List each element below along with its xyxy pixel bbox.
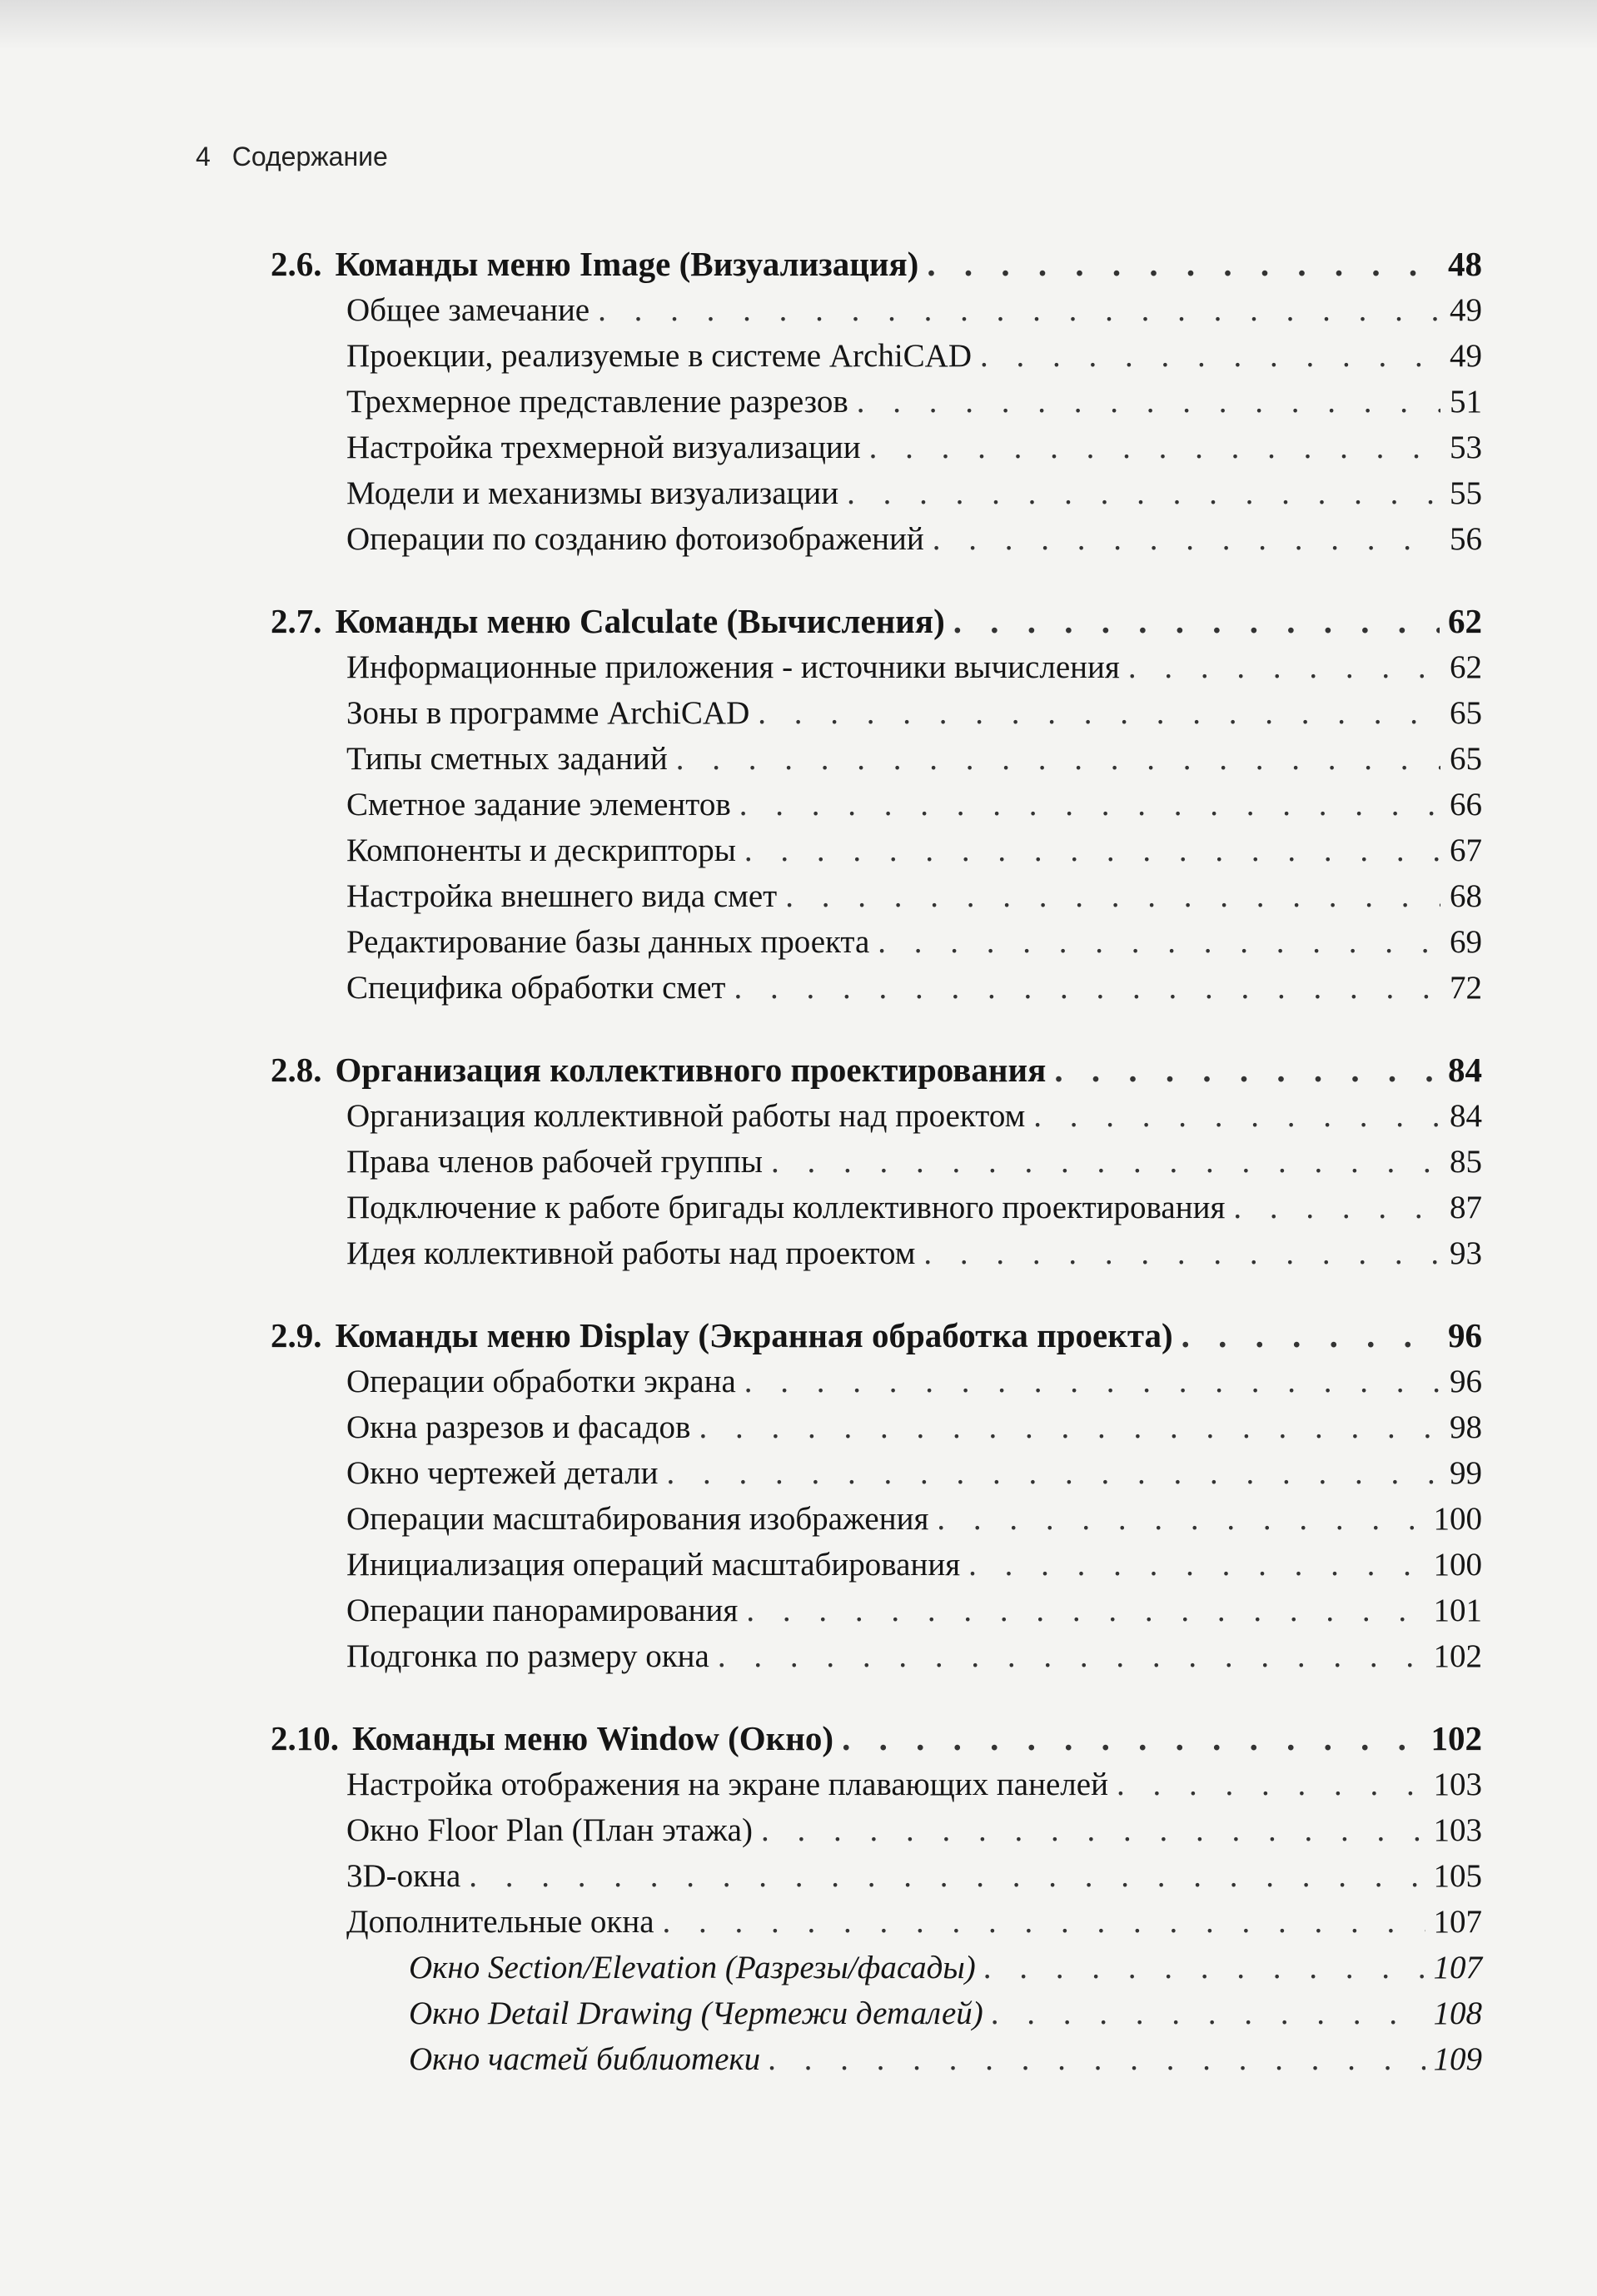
leader-dots [927,241,1440,287]
entry-page: 51 [1450,384,1482,420]
entry-label: Общее замечание [346,292,590,328]
entry-label: Редактирование базы данных проекта [346,924,870,960]
toc-entry[interactable] [271,1496,1482,1542]
entry-label: Права членов рабочей группы [346,1144,763,1180]
leader-dots [663,1899,1425,1945]
section-number: 2.10. [271,1719,339,1757]
toc-entry[interactable] [271,873,1482,919]
entry-page: 105 [1433,1858,1482,1894]
toc-entry[interactable] [271,965,1482,1011]
entry-label: Типы сметных заданий [346,741,668,777]
entry-page: 100 [1433,1501,1482,1537]
entry-page: 66 [1450,787,1482,822]
entry-label: 3D-окна [346,1858,461,1894]
toc-entry[interactable] [271,1762,1482,1807]
leader-dots [923,1230,1440,1276]
toc-entry[interactable] [271,1853,1482,1899]
subentry-page: 108 [1433,1995,1482,2031]
entry-page: 72 [1450,970,1482,1006]
leader-dots [739,782,1440,827]
leader-dots [758,690,1440,736]
section-page: 96 [1448,1316,1482,1354]
leader-dots [869,425,1440,470]
toc-entry[interactable] [271,1230,1482,1276]
toc-section-2-10 [271,1716,1482,2082]
entry-page: 53 [1450,430,1482,465]
entry-page: 49 [1450,338,1482,374]
leader-dots [980,333,1440,379]
entry-page: 93 [1450,1235,1482,1271]
entry-page: 103 [1433,1767,1482,1802]
section-title: Команды меню Window (Окно) [352,1719,834,1757]
toc-heading[interactable] [271,1047,1482,1093]
toc-entry[interactable] [271,1450,1482,1496]
toc-entry[interactable] [271,425,1482,470]
entry-label: Операции панорамирования [346,1593,739,1628]
leader-dots [769,2036,1425,2082]
toc-entry[interactable] [271,736,1482,782]
entry-page: 56 [1450,521,1482,557]
toc-entry[interactable] [271,827,1482,873]
entry-page: 62 [1450,649,1482,685]
section-page: 84 [1448,1051,1482,1089]
section-page: 102 [1430,1719,1482,1757]
entry-page: 98 [1450,1409,1482,1445]
section-title: Организация коллективного проектирования [335,1051,1047,1089]
entry-label: Подгонка по размеру окна [346,1638,709,1674]
entry-label: Дополнительные окна [346,1904,654,1940]
leader-dots [1033,1093,1440,1139]
toc-subentry[interactable] [271,1990,1482,2036]
toc-heading[interactable] [271,241,1482,287]
toc-entry[interactable] [271,1185,1482,1230]
leader-dots [744,1359,1440,1404]
leader-dots [699,1404,1440,1450]
entry-label: Трехмерное представление разрезов [346,384,848,420]
entry-page: 67 [1450,832,1482,868]
leader-dots [667,1450,1440,1496]
subentry-page: 109 [1433,2041,1482,2077]
entry-page: 55 [1450,475,1482,511]
section-number: 2.7. [271,602,322,640]
leader-dots [1128,644,1440,690]
leader-dots [1054,1047,1440,1093]
toc-entry[interactable] [271,1093,1482,1139]
toc-subentry[interactable] [271,1945,1482,1990]
subentry-label: Окно Section/Elevation (Разрезы/фасады) [409,1950,976,1985]
toc-entry[interactable] [271,516,1482,562]
entry-label: Сметное задание элементов [346,787,731,822]
toc-section-2-8 [271,1047,1482,1276]
entry-page: 87 [1450,1190,1482,1225]
toc-entry[interactable] [271,1542,1482,1588]
section-title: Команды меню Calculate (Вычисления) [335,602,945,640]
entry-label: Компоненты и дескрипторы [346,832,736,868]
leader-dots [771,1139,1440,1185]
entry-page: 100 [1433,1547,1482,1583]
subentry-page: 107 [1433,1950,1482,1985]
entry-label: Информационные приложения - источники вычисления [346,649,1120,685]
toc-entry[interactable] [271,333,1482,379]
toc-entry[interactable] [271,644,1482,690]
section-number: 2.9. [271,1316,322,1354]
entry-label: Операции масштабирования изображения [346,1501,929,1537]
entry-page: 68 [1450,878,1482,914]
leader-dots [598,287,1440,333]
entry-page: 102 [1433,1638,1482,1674]
entry-page: 84 [1450,1098,1482,1134]
leader-dots [984,1945,1425,1990]
entry-label: Зоны в программе ArchiCAD [346,695,750,731]
entry-label: Окна разрезов и фасадов [346,1409,691,1445]
toc-section-2-9 [271,1313,1482,1679]
leader-dots [878,919,1440,965]
toc-heading[interactable] [271,1716,1482,1762]
toc-section-2-7 [271,599,1482,1011]
leader-dots [992,1990,1425,2036]
leader-dots [937,1496,1425,1542]
toc-entry[interactable] [271,1588,1482,1633]
entry-label: Организация коллективной работы над проектом [346,1098,1026,1134]
entry-page: 49 [1450,292,1482,328]
section-page: 62 [1448,602,1482,640]
leader-dots [1182,1313,1440,1359]
leader-dots [847,470,1440,516]
toc-entry[interactable] [271,1633,1482,1679]
toc-subentry[interactable] [271,2036,1482,2082]
entry-page: 65 [1450,695,1482,731]
leader-dots [1117,1762,1425,1807]
entry-label: Инициализация операций масштабирования [346,1547,961,1583]
leader-dots [785,873,1440,919]
toc-entry[interactable] [271,919,1482,965]
section-title: Команды меню Image (Визуализация) [335,245,919,283]
toc-entry[interactable] [271,1359,1482,1404]
toc-entry[interactable] [271,470,1482,516]
leader-dots [744,827,1440,873]
leader-dots [953,599,1440,644]
leader-dots [761,1807,1425,1853]
leader-dots [968,1542,1425,1588]
scan-shadow [0,0,1597,50]
running-head [196,142,388,172]
entry-label: Окно чертежей детали [346,1455,659,1491]
entry-page: 69 [1450,924,1482,960]
toc-entry[interactable] [271,1899,1482,1945]
toc-entry[interactable] [271,1807,1482,1853]
leader-dots [746,1588,1425,1633]
entry-page: 103 [1433,1812,1482,1848]
entry-label: Идея коллективной работы над проектом [346,1235,916,1271]
toc-section-2-6 [271,241,1482,562]
subentry-label: Окно Detail Drawing (Чертежи деталей) [409,1995,983,2031]
entry-page: 107 [1433,1904,1482,1940]
toc-entry[interactable] [271,1404,1482,1450]
subentry-label: Окно частей библиотеки [409,2041,761,2077]
entry-label: Проекции, реализуемые в системе ArchiCAD [346,338,972,374]
entry-label: Специфика обработки смет [346,970,726,1006]
toc-entry[interactable] [271,782,1482,827]
entry-page: 85 [1450,1144,1482,1180]
entry-page: 65 [1450,741,1482,777]
entry-label: Модели и механизмы визуализации [346,475,839,511]
leader-dots [734,965,1440,1011]
entry-page: 101 [1433,1593,1482,1628]
entry-label: Настройка отображения на экране плавающих панелей [346,1767,1108,1802]
entry-page: 96 [1450,1364,1482,1399]
entry-label: Настройка трехмерной визуализации [346,430,861,465]
entry-page: 99 [1450,1455,1482,1491]
table-of-contents [271,241,1482,2119]
leader-dots [676,736,1440,782]
entry-label: Настройка внешнего вида смет [346,878,778,914]
entry-label: Окно Floor Plan (План этажа) [346,1812,753,1848]
section-title: Команды меню Display (Экранная обработка проекта) [335,1316,1173,1354]
section-number: 2.8. [271,1051,322,1089]
section-number: 2.6. [271,245,322,283]
leader-dots [857,379,1440,425]
section-page: 48 [1448,245,1482,283]
toc-heading[interactable] [271,599,1482,644]
page-number: 4 [196,142,211,171]
leader-dots [1233,1185,1440,1230]
toc-entry[interactable] [271,287,1482,333]
leader-dots [469,1853,1425,1899]
entry-label: Операции по созданию фотоизображений [346,521,924,557]
running-head-title: Содержание [231,142,388,171]
leader-dots [718,1633,1425,1679]
leader-dots [933,516,1440,562]
leader-dots [842,1716,1422,1762]
toc-entry[interactable] [271,690,1482,736]
toc-entry[interactable] [271,1139,1482,1185]
toc-heading[interactable] [271,1313,1482,1359]
toc-entry[interactable] [271,379,1482,425]
entry-label: Подключение к работе бригады коллективного проектирования [346,1190,1226,1225]
entry-label: Операции обработки экрана [346,1364,736,1399]
